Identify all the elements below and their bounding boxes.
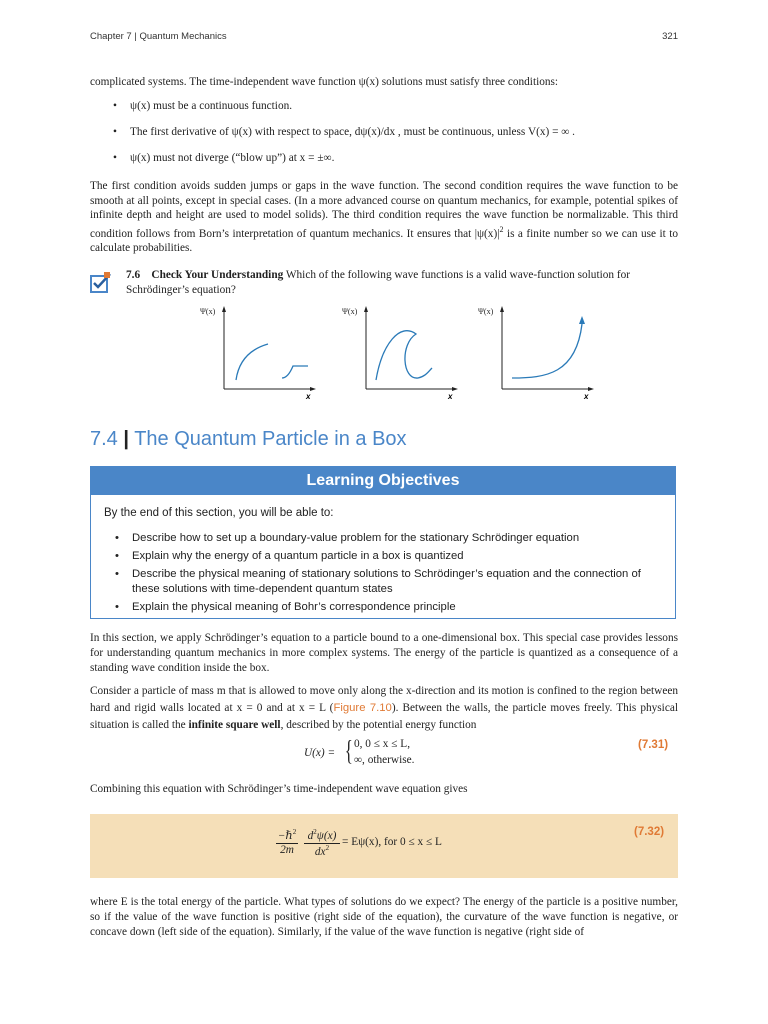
objectives-list	[115, 531, 655, 618]
y-axis-label: Ψ(x)	[200, 307, 216, 316]
paragraph: Consider a particle of mass m that is allowed to move only along the x-direction and its motion is confined to the region between hard and rigid walls located at x = 0 and at x = L (Figure 7.10). Between the walls, the particle moves freely. This physical situation is called the infinite square well, described by the potential energy function	[90, 685, 678, 731]
x-axis-label: x	[306, 392, 311, 400]
figure-link[interactable]: Figure 7.10	[333, 702, 392, 714]
condition-item: • ψ(x) must be a continuous function.	[115, 100, 675, 126]
objective-item: • Describe the physical meaning of stationary solutions to Schrödinger’s equation and the connection of these solutions with time-dependent quantum states	[115, 567, 655, 597]
paragraph: In this section, we apply Schrödinger’s equation to a particle bound to a one-dimensional box. This special case provides lessons for understanding quantum mechanics in more complex systems. The energy of the particle is quantized as a consequence of a standing wave condition inside the box.	[90, 632, 678, 674]
page-number: 321	[662, 31, 678, 42]
x-axis-label: x	[584, 392, 589, 400]
y-axis-label: Ψ(x)	[478, 307, 494, 316]
condition-item: • The first derivative of ψ(x) with respect to space, dψ(x)/dx , must be continuous, unless V(x) = ∞ .	[115, 126, 675, 152]
wavefunction-graph-3	[476, 304, 598, 400]
objective-item: • Describe how to set up a boundary-value problem for the stationary Schrödinger equation	[115, 531, 655, 546]
intro-line: complicated systems. The time-independent wave function ψ(x) solutions must satisfy three conditions:	[90, 76, 559, 88]
paragraph: where E is the total energy of the particle. What types of solutions do we expect? The energy of the particle is a positive number, so if the value of the wave function is positive (right side of the equation), the curvature of the wave function is negative, or concave down (left side of the equation). Similarly, if the value of the wave function is negative (right side of	[90, 896, 678, 938]
equation-7-32: −ℏ$^2$ 2m $d^2\psi(x)$ $dx^2$ = Eψ(x), for 0 ≤ x ≤ L	[277, 828, 442, 858]
objectives-intro: By the end of this section, you will be able to:	[104, 507, 334, 519]
learning-objectives-heading: Learning Objectives	[91, 467, 675, 495]
checkbox-pencil-icon	[90, 272, 112, 294]
objective-item: • Explain why the energy of a quantum particle in a box is quantized	[115, 549, 655, 564]
check-your-understanding: 7.6 Check Your Understanding Which of the following wave functions is a valid wave-function solution for Schrödinger’s equation?	[126, 269, 631, 296]
equation-number: (7.31)	[638, 739, 669, 751]
learning-objectives-box	[90, 466, 676, 619]
paragraph: Combining this equation with Schrödinger’s time-independent wave equation gives	[90, 783, 468, 795]
y-axis-label: Ψ(x)	[342, 307, 358, 316]
conditions-list	[115, 100, 675, 178]
paragraph: The first condition avoids sudden jumps or gaps in the wave function. The second condition requires the wave function to be smooth at all points, except in special cases. (In a more advanced course on quantum mechanics, for example, potential spikes of infinite depth and height are used to model solids). The third condition requires the wave function be normalizable. This third condition follows from Born’s interpretation of quantum mechanics. It ensures that $|\psi(x)|^2$ is a finite number so we can use it to calculate probabilities.	[90, 180, 678, 254]
equation-number: (7.32)	[634, 826, 665, 838]
x-axis-label: x	[448, 392, 453, 400]
chapter-header: Chapter 7 | Quantum Mechanics	[90, 31, 227, 42]
section-title: 7.4 | The Quantum Particle in a Box	[90, 428, 407, 450]
condition-item: • ψ(x) must not diverge (“blow up”) at x = ±∞.	[115, 152, 675, 178]
wavefunction-graph-1	[198, 304, 320, 400]
wavefunction-graph-2	[340, 304, 462, 400]
objective-item: • Explain the physical meaning of Bohr’s correspondence principle	[115, 600, 655, 615]
equation-box-7-32	[90, 814, 678, 878]
